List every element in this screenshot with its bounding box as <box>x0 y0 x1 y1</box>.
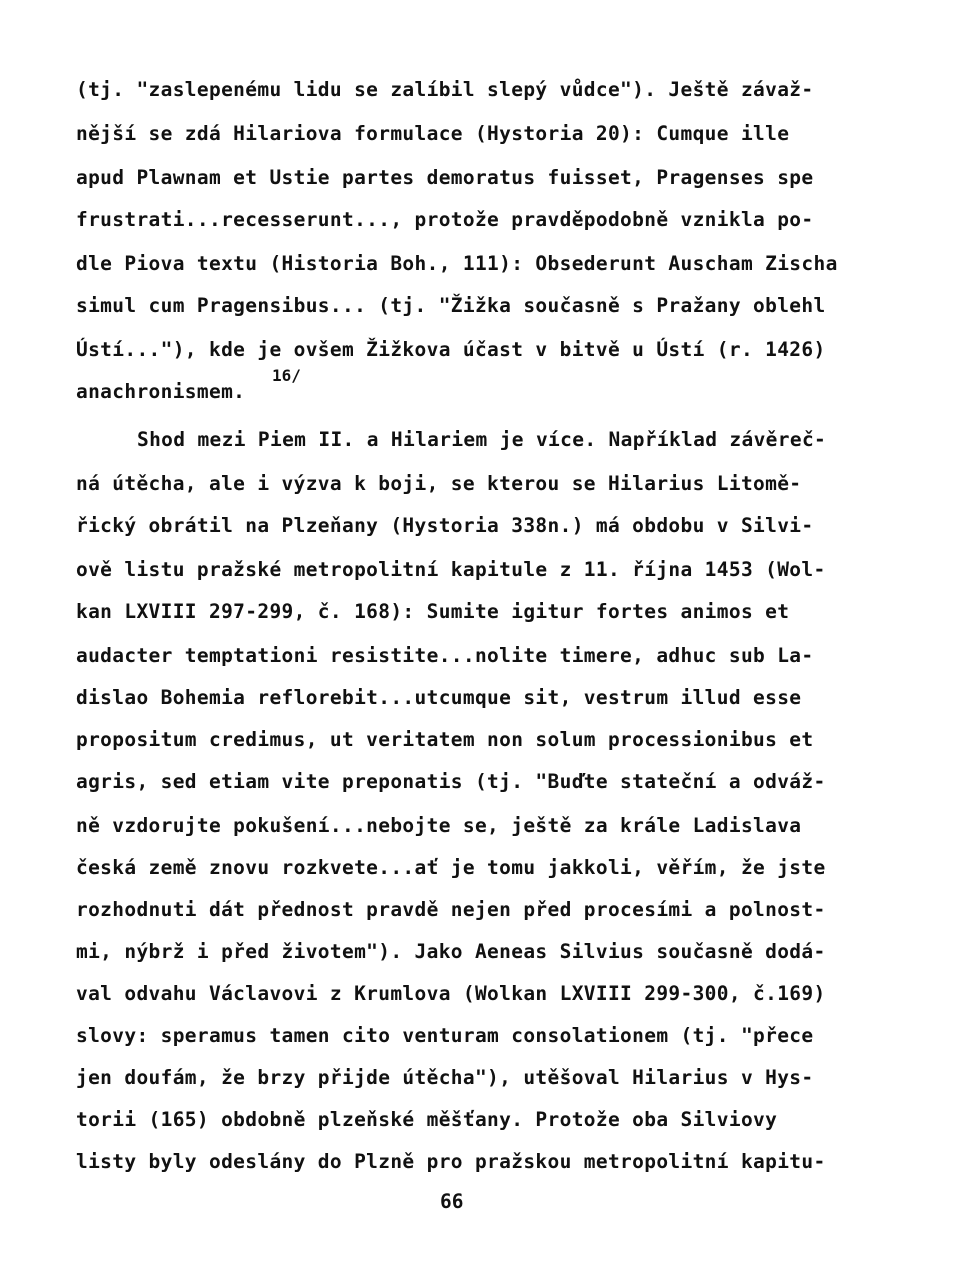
text-line: dislao Bohemia reflorebit...utcumque sit, vestrum illud esse <box>76 686 802 709</box>
text-line: jen doufám, že brzy přijde útěcha"), utěšoval Hilarius v Hys- <box>76 1066 814 1089</box>
text-line: Shod mezi Piem II. a Hilariem je více. Například závěreč- <box>137 428 827 451</box>
text-line: apud Plawnam et Ustie partes demoratus fuisset, Pragenses spe <box>76 166 814 189</box>
text-line: val odvahu Václavovi z Krumlova (Wolkan LXVIII 299-300, č.169) <box>76 982 826 1005</box>
text-line: dle Piova textu (Historia Boh., 111): Obsederunt Auscham Zischa <box>76 252 838 275</box>
text-line: (tj. "zaslepenému lidu se zalíbil slepý vůdce"). Ještě závaž- <box>76 78 814 101</box>
page-number: 66 <box>440 1190 464 1213</box>
text-line: anachronismem. <box>76 380 246 403</box>
text-line: česká země znovu rozkvete...ať je tomu jakkoli, věřím, že jste <box>76 856 826 879</box>
text-line: Ústí..."), kde je ovšem Žižkova účast v bitvě u Ústí (r. 1426) <box>76 338 826 361</box>
footnote-reference: 16/ <box>272 366 301 385</box>
text-line: torii (165) obdobně plzeňské měšťany. Protože oba Silviovy <box>76 1108 778 1131</box>
text-line: audacter temptationi resistite...nolite timere, adhuc sub La- <box>76 644 814 667</box>
text-line: simul cum Pragensibus... (tj. "Žižka současně s Pražany oblehl <box>76 294 826 317</box>
text-line: listy byly odeslány do Plzně pro pražskou metropolitní kapitu- <box>76 1150 826 1173</box>
text-line: slovy: speramus tamen cito venturam consolationem (tj. "přece <box>76 1024 814 1047</box>
text-line: nější se zdá Hilariova formulace (Hystoria 20): Cumque ille <box>76 122 790 145</box>
text-line: ná útěcha, ale i výzva k boji, se kterou se Hilarius Litomě- <box>76 472 802 495</box>
text-line: rozhodnuti dát přednost pravdě nejen před procesími a polnost- <box>76 898 826 921</box>
text-line: frustrati...recesserunt..., protože pravděpodobně vznikla po- <box>76 208 814 231</box>
text-line: ově listu pražské metropolitní kapitule z 11. října 1453 (Wol- <box>76 558 826 581</box>
text-line: ně vzdorujte pokušení...nebojte se, ještě za krále Ladislava <box>76 814 802 837</box>
text-line: mi, nýbrž i před životem"). Jako Aeneas Silvius současně dodá- <box>76 940 826 963</box>
text-line: kan LXVIII 297-299, č. 168): Sumite igitur fortes animos et <box>76 600 790 623</box>
text-line: propositum credimus, ut veritatem non solum processionibus et <box>76 728 814 751</box>
text-line: agris, sed etiam vite preponatis (tj. "Buďte stateční a odváž- <box>76 770 826 793</box>
text-line: řický obrátil na Plzeňany (Hystoria 338n.) má obdobu v Silvi- <box>76 514 814 537</box>
